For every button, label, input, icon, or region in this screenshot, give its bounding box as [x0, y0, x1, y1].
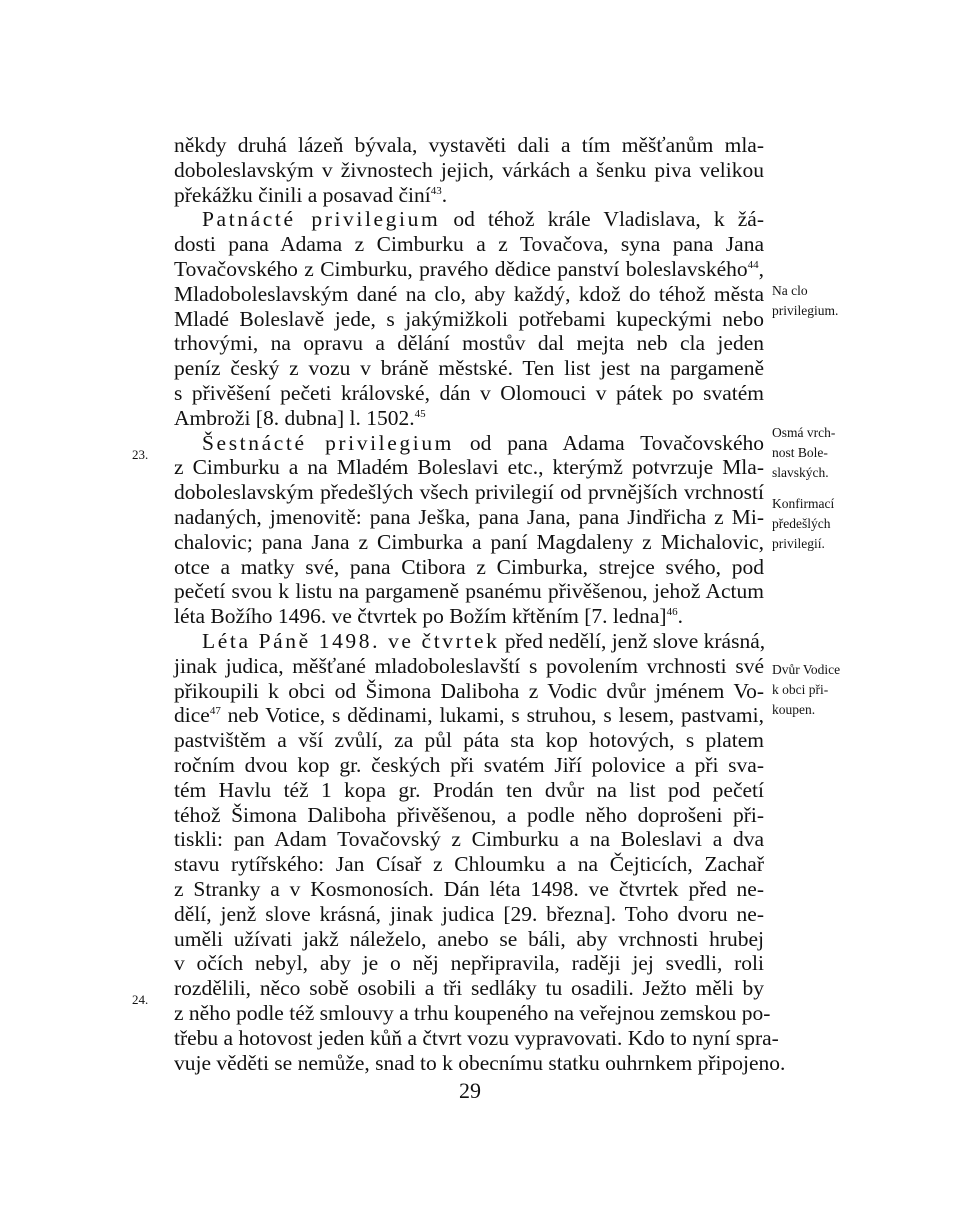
text-segment: . [677, 604, 683, 629]
text-segment: nadaných, jmenovitě: pana Ješka, pana Jana, pana Jindřicha z Mi- [174, 505, 764, 529]
spaced-heading: Léta Páně 1498. ve čtvrtek [202, 629, 500, 653]
text-line [174, 479, 764, 505]
text-line [174, 1025, 779, 1051]
text-segment: od téhož krále Vladislava, k žá- [440, 207, 764, 232]
text-segment: . [441, 182, 448, 207]
margin-note-osma: slavských. [772, 465, 829, 480]
text-segment: jinak judica, měšťané mladoboleslavští s povolením vrchnosti své [174, 653, 764, 678]
text-segment: z Stranky a v Kosmonosích. Dán léta 1498. ve čtvrtek před ne- [174, 877, 764, 901]
margin-note-konfirmaci: Konfirmací [772, 496, 835, 511]
text-segment: s přivěšení pečeti královské, dán v Olomouci v pátek po svatém [174, 381, 764, 405]
text-segment: vuje věděti se nemůže, snad to k obecnímu statku ouhrnkem připojeno. [174, 1050, 786, 1075]
text-line [174, 926, 764, 952]
text-segment: z něho podle též smlouvy a trhu koupeného na veřejnou zemskou po- [174, 1001, 771, 1025]
text-line [174, 281, 764, 307]
text-line [174, 306, 764, 332]
text-segment: trhovými, na opravu a dělání mostův dal mejta neb cla jeden [174, 331, 764, 356]
margin-note-osma: Osmá vrch- [772, 425, 836, 440]
text-segment: pastvištěm a vší zvůlí, za půl páta sta kop hotových, s platem [174, 728, 764, 753]
margin-note-dvur: koupen. [772, 702, 816, 717]
margin-note-dvur: Dvůr Vodice [772, 662, 841, 677]
text-line [174, 504, 764, 530]
text-line [174, 826, 764, 852]
spaced-heading: Šestnácté privilegium [202, 430, 454, 455]
text-line [174, 206, 764, 232]
text-line [174, 529, 764, 555]
text-segment: dělí, jenž slove krásná, jinak judica [29. března]. Toho dvoru ne- [174, 901, 764, 926]
text-line [174, 851, 764, 877]
text-line [174, 132, 764, 158]
text-segment: doboleslavským předešlých všech privilegií od prvnějších vrchností [174, 480, 764, 505]
text-segment: Mladoboleslavským dané na clo, aby každý, kdož do téhož města [174, 281, 764, 306]
margin-note-konfirmaci: privilegií. [772, 536, 825, 551]
text-line [174, 603, 764, 629]
text-segment: Tovačovského z Cimburku, pravého dědice panství boleslavského [174, 257, 748, 281]
footnote-ref: 47 [209, 705, 221, 718]
text-line [174, 876, 764, 902]
text-line [174, 330, 764, 356]
footnote-ref: 44 [747, 258, 759, 271]
text-segment: stavu rytířského: Jan Císař z Chloumku a na Čejticích, Zachař [174, 852, 764, 877]
text-line [174, 752, 764, 778]
text-segment: Mladé Boleslavě jede, s jakýmižkoli potřebami kupeckými nebo [174, 306, 764, 331]
text-line [174, 727, 764, 753]
text-segment: uměli užívati jakž náleželo, anebo se báli, aby vrchnosti hrubej [174, 926, 764, 951]
text-segment: léta Božího 1496. ve čtvrtek po Božím křtěním [7. ledna] [174, 604, 667, 629]
margin-note-clo: Na clo [772, 283, 808, 298]
text-segment: doboleslavským v živnostech jejich, várkách a šenku piva velikou [174, 157, 764, 182]
text-segment: dosti pana Adama z Cimburku a z Tovačova, syna pana Jana [174, 232, 764, 257]
text-line [174, 256, 764, 282]
text-line [174, 1000, 771, 1026]
text-segment: Ambroži [8. dubna] l. 1502. [174, 405, 415, 430]
text-segment: otce a matky své, pana Ctibora z Cimburka, strejce svého, pod [174, 554, 764, 579]
text-line [174, 702, 764, 728]
margin-note-dvur: k obci při- [772, 682, 829, 697]
text-line [174, 950, 764, 976]
margin-note-osma: nost Bole- [772, 445, 828, 460]
text-line [174, 182, 764, 208]
text-segment: přikoupili k obci od Šimona Daliboha z Vodic dvůr jménem Vo- [174, 678, 764, 703]
text-segment: rozdělili, něco sobě osobili a tři sedláky tu osadili. Ježto měli by [174, 976, 764, 1001]
text-line [174, 157, 764, 183]
text-segment: třebu a hotovost jeden kůň a čtvrt vozu vypravovati. Kdo to nyní spra- [174, 1025, 779, 1050]
text-segment: chalovic; pana Jana z Cimburka a paní Magdaleny z Michalovic, [174, 529, 764, 554]
text-segment: dice [174, 703, 210, 728]
text-segment: z Cimburku a na Mladém Boleslavi etc., kterýmž potvrzuje Mla- [174, 455, 764, 480]
page-number: 29 [459, 1078, 481, 1103]
text-line [174, 578, 764, 604]
text-line [174, 430, 764, 456]
text-segment: neb Votice, s dědinami, lukami, s struhou, s lesem, pastvami, [220, 703, 764, 728]
text-line [174, 901, 764, 927]
margin-note-konfirmaci: předešlých [772, 516, 831, 531]
text-line [174, 454, 764, 480]
text-line [174, 231, 764, 257]
text-segment: někdy druhá lázeň bývala, vystavěti dali a tím měšťanům mla- [174, 133, 764, 157]
text-segment: tém Havlu též 1 kopa gr. Prodán ten dvůr na list pod pečetí [174, 777, 764, 802]
text-segment: před nedělí, jenž slove krásná, [499, 629, 766, 653]
text-segment: od pana Adama Tovačovského [454, 430, 764, 455]
text-segment: tiskli: pan Adam Tovačovský z Cimburku a na Boleslavi a dva [174, 827, 764, 852]
footnote-ref: 46 [666, 606, 678, 619]
text-line [174, 554, 764, 580]
text-line [174, 653, 764, 679]
text-segment: ročním dvou kop gr. českých při svatém Jiří polovice a při sva- [174, 753, 764, 777]
line-number: 23. [132, 447, 149, 462]
text-line [174, 1050, 786, 1076]
footnote-ref: 43 [430, 184, 442, 197]
footnote-ref: 45 [414, 407, 426, 420]
text-line [174, 777, 764, 803]
spaced-heading: Patnácté privilegium [202, 207, 441, 232]
text-line [174, 380, 764, 406]
text-line [174, 628, 764, 654]
margin-note-clo: privilegium. [772, 303, 839, 318]
text-line [174, 355, 764, 381]
text-line [174, 405, 764, 431]
text-segment: peníz český z vozu v bráně městské. Ten list jest na pargameně [174, 356, 764, 381]
text-segment: téhož Šimona Daliboha přivěšenou, a podle něho doprošeni při- [174, 802, 764, 827]
text-segment: , [758, 257, 764, 281]
text-line [174, 678, 764, 704]
text-segment: pečetí svou k listu na pargameně psanému přivěšenou, jehož Actum [174, 579, 764, 604]
text-line [174, 975, 764, 1001]
text-segment: překážku činili a posavad činí [174, 182, 431, 207]
text-segment: v očích nebyl, aby je o něj nepřipravila, raději jej svedli, roli [174, 951, 764, 976]
line-number: 24. [132, 992, 149, 1007]
text-line [174, 802, 764, 828]
